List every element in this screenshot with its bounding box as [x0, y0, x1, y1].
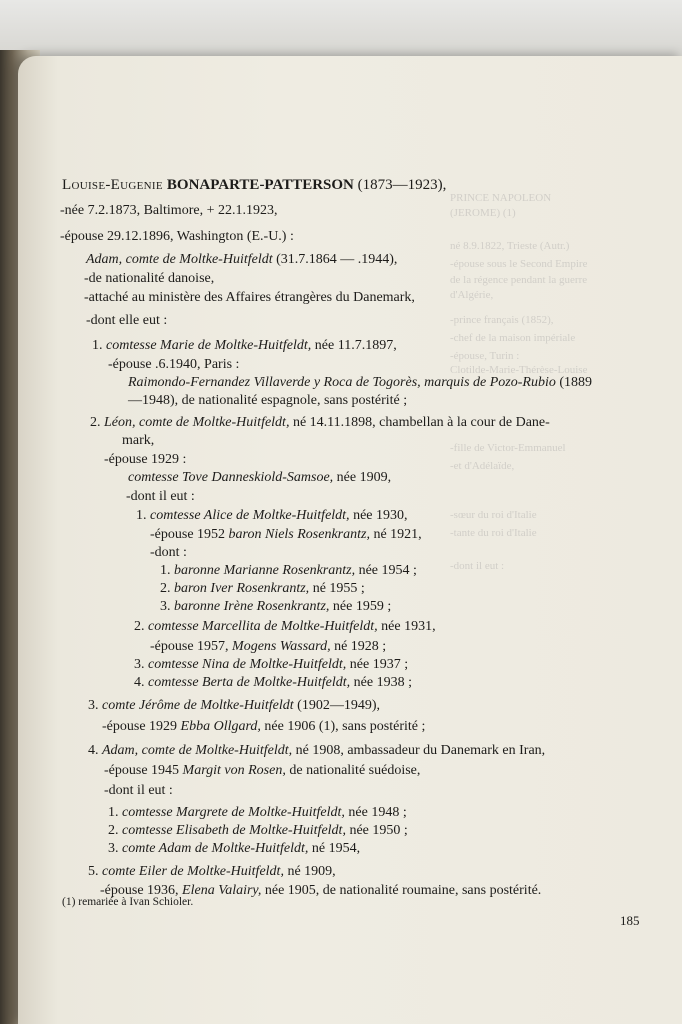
background-top	[0, 0, 682, 60]
text-segment: né 1909,	[283, 864, 336, 879]
text-segment: baronne Irène Rosenkrantz,	[174, 599, 330, 614]
show-through-line: -tante du roi d'Italie	[450, 527, 537, 539]
text-line	[134, 618, 436, 636]
text-line	[128, 469, 391, 487]
text-segment: née 1909,	[333, 470, 392, 485]
text-segment: -née 7.2.1873, Baltimore, + 22.1.1923,	[60, 203, 278, 218]
show-through-line: né 8.9.1822, Trieste (Autr.)	[450, 240, 570, 252]
text-segment: née 1905, de nationalité roumaine, sans postérité.	[261, 883, 542, 898]
text-segment: mark,	[122, 433, 155, 448]
page-number: 185	[620, 913, 640, 928]
text-segment: -de nationalité danoise,	[84, 271, 215, 286]
text-segment: 3.	[108, 841, 122, 856]
show-through-line: Clotilde-Marie-Thérèse-Louise	[450, 364, 588, 376]
text-line	[150, 544, 187, 562]
text-segment: comtesse Elisabeth de Moltke-Huitfeldt,	[122, 823, 346, 838]
text-segment: Ebba Ollgard,	[180, 719, 261, 734]
text-line	[150, 526, 422, 544]
text-segment: de nationalité suédoise,	[285, 763, 421, 778]
text-line	[88, 863, 336, 881]
text-segment: -dont :	[150, 545, 187, 560]
text-segment: comtesse Berta de Moltke-Huitfeldt,	[148, 675, 351, 690]
text-line	[60, 202, 277, 220]
text-segment: comtesse Marcellita de Moltke-Huitfeldt,	[148, 619, 378, 634]
text-segment: Léon, comte de Moltke-Huitfeldt,	[104, 415, 290, 430]
show-through-line: -épouse, Turin :	[450, 350, 520, 362]
text-segment: Adam, comte de Moltke-Huitfeldt	[86, 252, 273, 267]
text-segment: 1.	[92, 338, 106, 353]
show-through-line: PRINCE NAPOLEON	[450, 192, 552, 204]
text-line	[88, 697, 380, 715]
show-through-line: de la régence pendant la guerre	[450, 274, 588, 286]
text-segment: né 1921,	[369, 527, 422, 542]
text-segment: né 14.11.1898, chambellan à la cour de Dane-	[289, 415, 550, 430]
text-line	[104, 782, 173, 800]
show-through-line: -épouse sous le Second Empire	[450, 258, 588, 270]
text-segment: (1902—1949),	[293, 698, 380, 713]
text-line	[134, 674, 412, 692]
show-through-line: -dont il eut :	[450, 560, 505, 572]
text-line	[160, 580, 365, 598]
text-segment: 2.	[90, 415, 104, 430]
text-segment: -dont elle eut :	[86, 313, 168, 328]
text-line	[102, 718, 425, 736]
text-segment: (1873—1923),	[353, 177, 447, 193]
text-line	[84, 270, 214, 288]
text-segment: née 1948 ;	[344, 805, 407, 820]
text-segment: -épouse 1945	[104, 763, 183, 778]
show-through-line: -prince français (1852),	[450, 314, 554, 326]
text-segment: (1889	[555, 375, 593, 390]
text-segment: comtesse Marie de Moltke-Huitfeldt,	[106, 338, 312, 353]
text-segment: -épouse .6.1940, Paris :	[108, 357, 240, 372]
text-segment: Margit von Rosen,	[182, 763, 286, 778]
text-line	[108, 804, 407, 822]
text-segment: née 1950 ;	[345, 823, 408, 838]
text-line	[92, 337, 397, 355]
text-segment: Adam, comte de Moltke-Huitfeldt,	[102, 743, 293, 758]
text-line	[128, 374, 592, 392]
text-segment: comte Adam de Moltke-Huitfeldt,	[122, 841, 309, 856]
text-segment: 1.	[136, 508, 150, 523]
text-segment: -épouse 1936,	[100, 883, 183, 898]
text-segment: née 1930,	[349, 508, 408, 523]
text-segment: -épouse 1957,	[150, 639, 233, 654]
text-segment: -épouse 1929 :	[104, 452, 187, 467]
show-through-line: (JEROME) (1)	[450, 207, 516, 219]
text-segment: 1.	[160, 563, 174, 578]
text-segment: Mogens Wassard,	[232, 639, 331, 654]
text-line	[108, 840, 360, 858]
text-segment: 2.	[134, 619, 148, 634]
text-line	[86, 312, 167, 330]
text-line	[104, 451, 186, 469]
text-segment: BONAPARTE-PATTERSON	[166, 177, 354, 193]
text-line	[60, 228, 294, 246]
text-segment: (31.7.1864 — .1944),	[272, 252, 398, 267]
text-segment: né 1954,	[308, 841, 361, 856]
text-segment: né 1955 ;	[309, 581, 365, 596]
text-segment: 4.	[134, 675, 148, 690]
text-segment: -épouse 1952	[150, 527, 229, 542]
text-line	[126, 488, 195, 506]
text-line	[160, 562, 417, 580]
text-segment: -épouse 1929	[102, 719, 181, 734]
text-line	[122, 432, 154, 450]
text-segment: -attaché au ministère des Affaires étrangères du Danemark,	[84, 290, 415, 305]
text-line	[88, 742, 545, 760]
text-segment: née 1959 ;	[329, 599, 392, 614]
text-line	[86, 251, 397, 269]
text-segment: 4.	[88, 743, 102, 758]
text-line	[108, 356, 239, 374]
text-line	[84, 289, 415, 307]
text-line	[150, 638, 386, 656]
text-segment: née 1937 ;	[346, 657, 409, 672]
text-segment: —1948), de nationalité espagnole, sans postérité ;	[128, 393, 408, 408]
text-segment: Elena Valairy,	[182, 883, 262, 898]
text-segment: née 11.7.1897,	[311, 338, 397, 353]
text-segment: 5.	[88, 864, 102, 879]
text-line	[90, 414, 550, 432]
text-segment: née 1954 ;	[355, 563, 417, 578]
text-segment: baron Iver Rosenkrantz,	[174, 581, 310, 596]
text-segment: 3.	[88, 698, 102, 713]
show-through-line: -sœur du roi d'Italie	[450, 509, 537, 521]
text-segment: née 1906 (1), sans postérité ;	[260, 719, 426, 734]
text-segment: comtesse Nina de Moltke-Huitfeldt,	[148, 657, 347, 672]
show-through-line: -et d'Adélaïde,	[450, 460, 515, 472]
text-segment: comtesse Margrete de Moltke-Huitfeldt,	[122, 805, 345, 820]
text-line	[134, 656, 408, 674]
text-segment: Louise-Eugenie	[62, 177, 167, 193]
text-segment: 2.	[108, 823, 122, 838]
text-line	[104, 762, 420, 780]
text-segment: 2.	[160, 581, 174, 596]
show-through-line: -chef de la maison impériale	[450, 332, 576, 344]
text-line	[108, 822, 408, 840]
text-segment: Raimondo-Fernandez Villaverde y Roca de Togorès, marquis de Pozo-Rubio	[128, 375, 556, 390]
text-segment: -dont il eut :	[126, 489, 195, 504]
text-segment: baron Niels Rosenkrantz,	[228, 527, 370, 542]
show-through-line: -fille de Victor-Emmanuel	[450, 442, 566, 454]
text-segment: comtesse Tove Danneskiold-Samsoe,	[128, 470, 334, 485]
text-line	[160, 598, 391, 616]
text-segment: baronne Marianne Rosenkrantz,	[174, 563, 356, 578]
text-segment: comte Jérôme de Moltke-Huitfeldt	[102, 698, 294, 713]
text-segment: né 1908, ambassadeur du Danemark en Iran,	[292, 743, 546, 758]
footnote: (1) remariée à Ivan Schioler.	[62, 896, 194, 908]
text-segment: 3.	[134, 657, 148, 672]
text-segment: 1.	[108, 805, 122, 820]
text-segment: née 1938 ;	[350, 675, 412, 690]
text-segment: comte Eiler de Moltke-Huitfeldt,	[102, 864, 284, 879]
text-segment: 3.	[160, 599, 174, 614]
entry-heading	[62, 176, 446, 194]
text-segment: née 1931,	[377, 619, 436, 634]
text-segment: -épouse 29.12.1896, Washington (E.-U.) :	[60, 229, 294, 244]
text-segment: comtesse Alice de Moltke-Huitfeldt,	[150, 508, 350, 523]
text-line	[128, 392, 407, 410]
text-segment: -dont il eut :	[104, 783, 173, 798]
text-segment: né 1928 ;	[330, 639, 387, 654]
text-line	[136, 507, 408, 525]
show-through-line: d'Algérie,	[450, 289, 494, 301]
